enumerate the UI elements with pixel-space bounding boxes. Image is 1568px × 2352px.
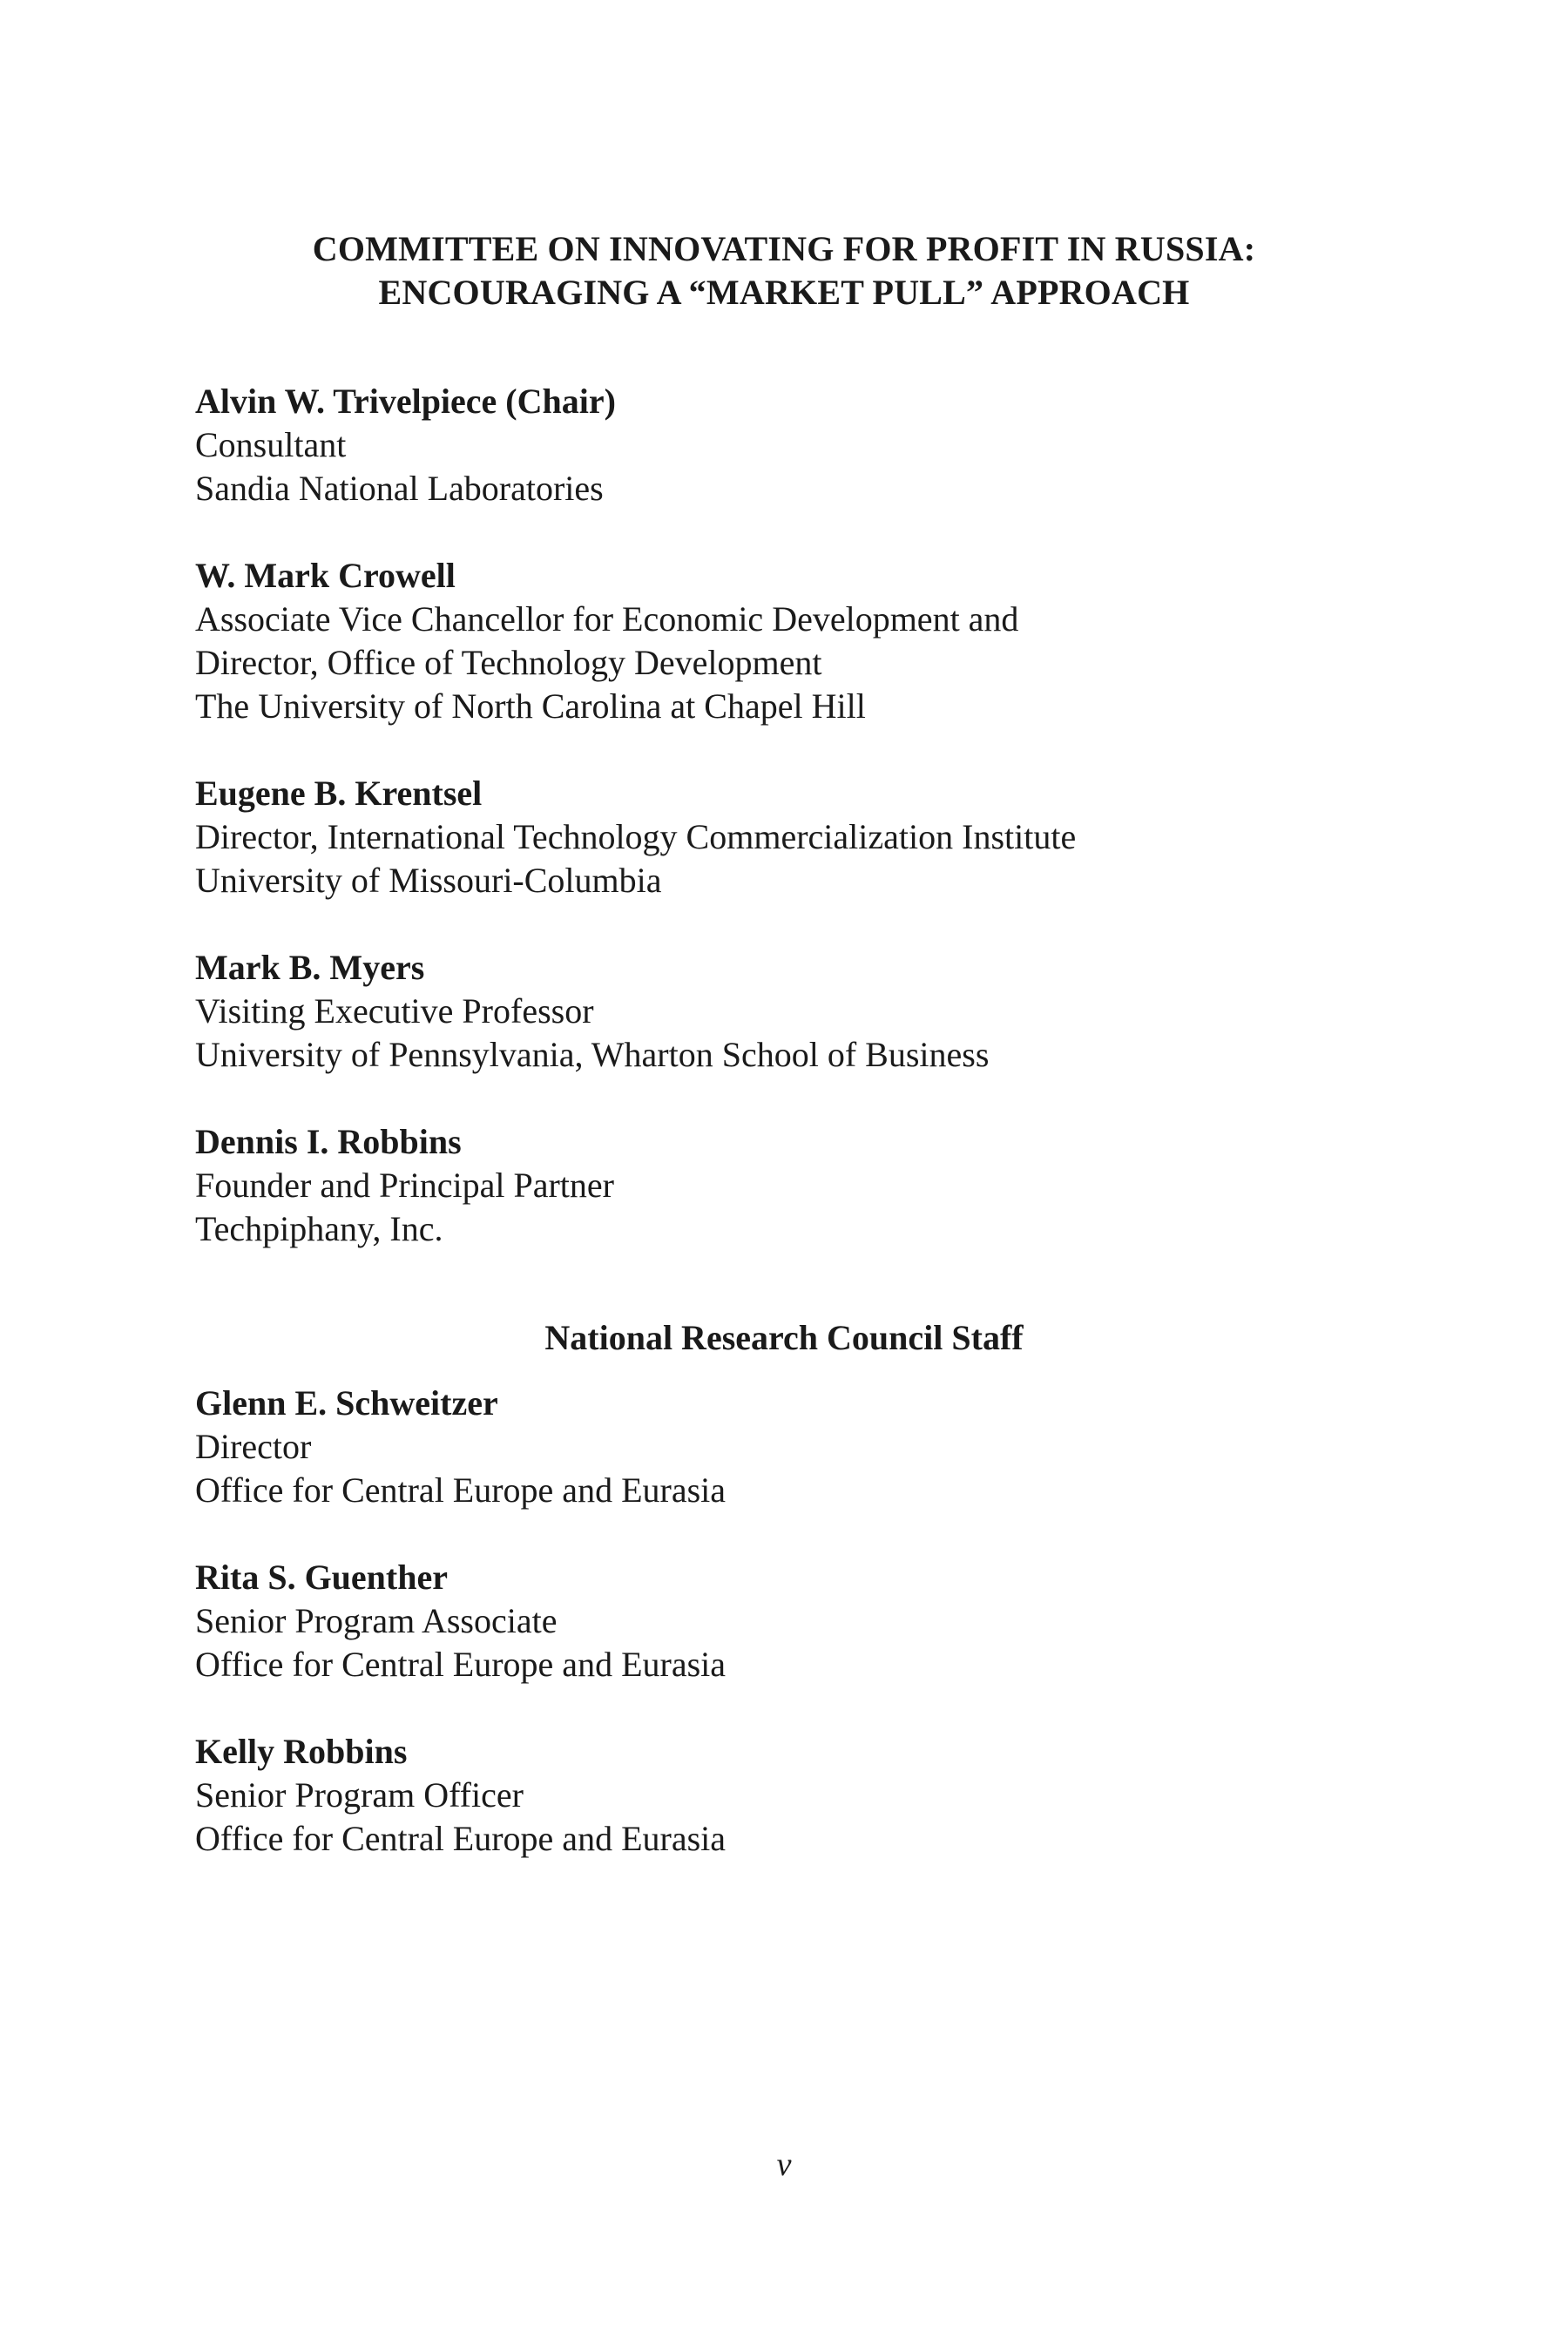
member-name: Mark B. Myers <box>195 948 425 987</box>
member-affiliation-line: Consultant <box>195 425 347 464</box>
member-entry <box>195 772 1415 902</box>
member-entry <box>195 554 1415 728</box>
member-affiliation-line: Associate Vice Chancellor for Economic Development and <box>195 599 1019 639</box>
member-affiliation-line: Founder and Principal Partner <box>195 1166 614 1205</box>
member-name: Dennis I. Robbins <box>195 1122 462 1161</box>
member-affiliation-line: University of Pennsylvania, Wharton School of Business <box>195 1035 990 1074</box>
staff-affiliation-line: Office for Central Europe and Eurasia <box>195 1470 727 1510</box>
member-name: Eugene B. Krentsel <box>195 774 483 813</box>
staff-affiliation-line: Senior Program Associate <box>195 1601 558 1640</box>
staff-entry <box>195 1556 1415 1686</box>
staff-affiliation-line: Director <box>195 1427 312 1466</box>
member-entry <box>195 1120 1415 1251</box>
member-affiliation-line: Sandia National Laboratories <box>195 469 604 508</box>
member-affiliation-line: The University of North Carolina at Chapel Hill <box>195 686 866 726</box>
member-affiliation-line: Director, Office of Technology Development <box>195 643 822 682</box>
member-affiliation-line: University of Missouri-Columbia <box>195 861 662 900</box>
committee-title-line-1: COMMITTEE ON INNOVATING FOR PROFIT IN RUSSIA: <box>312 229 1256 268</box>
committee-title-line-2: ENCOURAGING A “MARKET PULL” APPROACH <box>378 273 1190 312</box>
staff-name: Kelly Robbins <box>195 1732 408 1771</box>
staff-affiliation-line: Office for Central Europe and Eurasia <box>195 1819 727 1858</box>
staff-entry <box>195 1730 1415 1861</box>
staff-heading: National Research Council Staff <box>544 1318 1024 1357</box>
staff-affiliation-line: Senior Program Officer <box>195 1775 524 1815</box>
member-name: W. Mark Crowell <box>195 556 456 595</box>
member-affiliation-line: Director, International Technology Commercialization Institute <box>195 817 1077 856</box>
staff-name: Rita S. Guenther <box>195 1558 448 1597</box>
member-affiliation-line: Techpiphany, Inc. <box>195 1209 443 1248</box>
member-affiliation-line: Visiting Executive Professor <box>195 991 594 1031</box>
member-entry <box>195 380 1415 510</box>
member-entry <box>195 946 1415 1077</box>
page-number: v <box>776 2146 792 2183</box>
staff-entry <box>195 1382 1415 1512</box>
member-name: Alvin W. Trivelpiece (Chair) <box>195 382 616 421</box>
staff-affiliation-line: Office for Central Europe and Eurasia <box>195 1645 727 1684</box>
staff-name: Glenn E. Schweitzer <box>195 1383 498 1423</box>
